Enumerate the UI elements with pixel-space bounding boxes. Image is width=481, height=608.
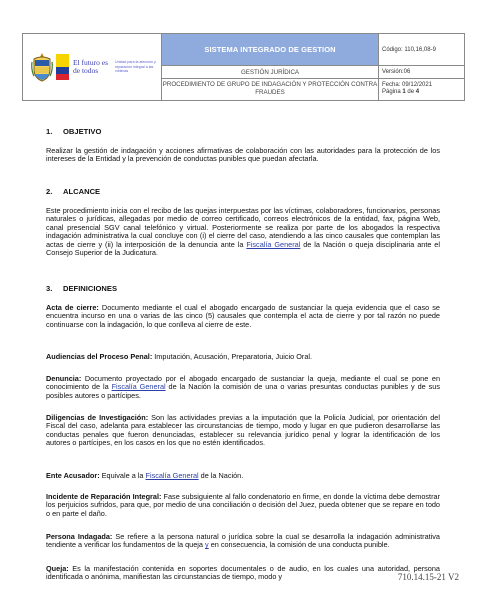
- section-alcance-heading: 2. ALCANCE: [46, 187, 101, 196]
- institution-logo: [31, 52, 163, 82]
- definition-queja: Queja: Es la manifestación contenida en soportes documentales o de audio, en los cuales una autoridad, persona identificada o anónima, manifiestan las circunstancias de tiempo, modo y: [46, 564, 440, 582]
- version-label: Versión:06: [379, 66, 465, 78]
- definition-acta-de-cierre: Acta de cierre: Documento mediante el cual el abogado encargado de sustanciar la queja evidencia que el caso se encuentra incurso en una o varias de las cinco (5) causales que contempla el acta de cierre y por tal razón no puede continuarse con la indagación, lo que conlleva al cierre de este.: [46, 303, 440, 329]
- section-objetivo-heading: 1. OBJETIVO: [46, 127, 102, 136]
- logo-entity-name: Unidad para la atención y reparación integral a las víctimas: [115, 60, 156, 74]
- document-header: [22, 33, 465, 101]
- date-page-cell: [379, 78, 465, 100]
- date-label: Fecha: 09/12/2021: [382, 81, 433, 88]
- logo-cell: [23, 34, 162, 101]
- logo-motto: El futuro es de todos: [73, 58, 108, 75]
- definition-audiencias: Audiencias del Proceso Penal: Imputación, Acusación, Preparatoria, Juicio Oral.: [46, 352, 313, 361]
- definition-persona-indagada: Persona Indagada: Se refiere a la persona natural o jurídica sobre la cual se desarrolla la indagación administrativa tendiente a verificar los fundamentos de la queja y en consecuencia, la comisión de una conducta punible.: [46, 532, 440, 550]
- definition-incidente-reparacion: Incidente de Reparación Integral: Fase subsiguiente al fallo condenatorio en firme, en donde la víctima debe demostrar los perjuicios sufridos, para que, por medio de una conciliación o decisión del Juez, pueda obtener que se repare en todo o en parte el daño.: [46, 492, 440, 518]
- section-alcance-text: Este procedimiento inicia con el recibo de las quejas interpuestas por las víctimas, colaboradores, funcionarios, personas naturales o jurídicas, allegadas por medio de correo certificado, correos electrónicos de la entidad, fax, página Web, canal presencial SGV canal telefónico y virtual. Posteriormente se realiza por parte de los abogados la respectiva indagación administrativa la cual concluye con (i) el cierre del caso, atendiendo a las cinco causales que contemplan las actas de cierre y (ii) la interposición de la denuncia ante la Fiscalía General de la Nación o queja disciplinaria ante el Consejo Superior de la Judicatura.: [46, 206, 440, 258]
- coat-of-arms-icon: [31, 52, 53, 82]
- fiscalia-link[interactable]: Fiscalía General: [111, 382, 166, 392]
- system-title: SISTEMA INTEGRADO DE GESTION: [162, 34, 379, 66]
- procedure-name: PROCEDIMIENTO DE GRUPO DE INDAGACIÓN Y PROTECCIÓN CONTRA FRAUDES: [162, 78, 379, 100]
- definition-denuncia: Denuncia: Documento proyectado por el abogado encargado de sustanciar la queja, mediante el cual se pone en conocimiento de la Fiscalía General de la Nación la comisión de una o varias presuntas conductas punibles y de sus posibles autores o partícipes.: [46, 374, 440, 400]
- section-objetivo-text: Realizar la gestión de indagación y acciones afirmativas de colaboración con las autoridades para la protección de los intereses de la Entidad y la prevención de conductas punibles que puedan afectarla.: [46, 146, 440, 164]
- definition-diligencias: Diligencias de Investigación: Son las actividades previas a la imputación que la Policía Judicial, por orientación del Fiscal del caso, adelanta para establecer las circunstancias de tiempo, modo y lugar en que pudieron desarrollarse las conductas penales que fueron denunciadas, establecer su relevancia jurídico penal y lograr la identificación de los autores o partícipes, en los casos en los que no estén identificados.: [46, 413, 440, 448]
- page-label: Página 1 de 4: [382, 89, 420, 96]
- definition-ente-acusador: Ente Acusador: Equivale a la Fiscalía General de la Nación.: [46, 471, 244, 480]
- flag-icon: [56, 54, 69, 80]
- area-name: GESTIÓN JURÍDICA: [162, 66, 379, 78]
- section-definiciones-heading: 3. DEFINICIONES: [46, 284, 118, 293]
- document-code: Código: 110,16,08-9: [379, 34, 465, 66]
- footer-document-code: 710.14.15-21 V2: [397, 572, 459, 582]
- fiscalia-link[interactable]: Fiscalía General: [145, 471, 199, 480]
- y-link[interactable]: y: [205, 540, 209, 550]
- fiscalia-link[interactable]: Fiscalía General: [246, 239, 301, 249]
